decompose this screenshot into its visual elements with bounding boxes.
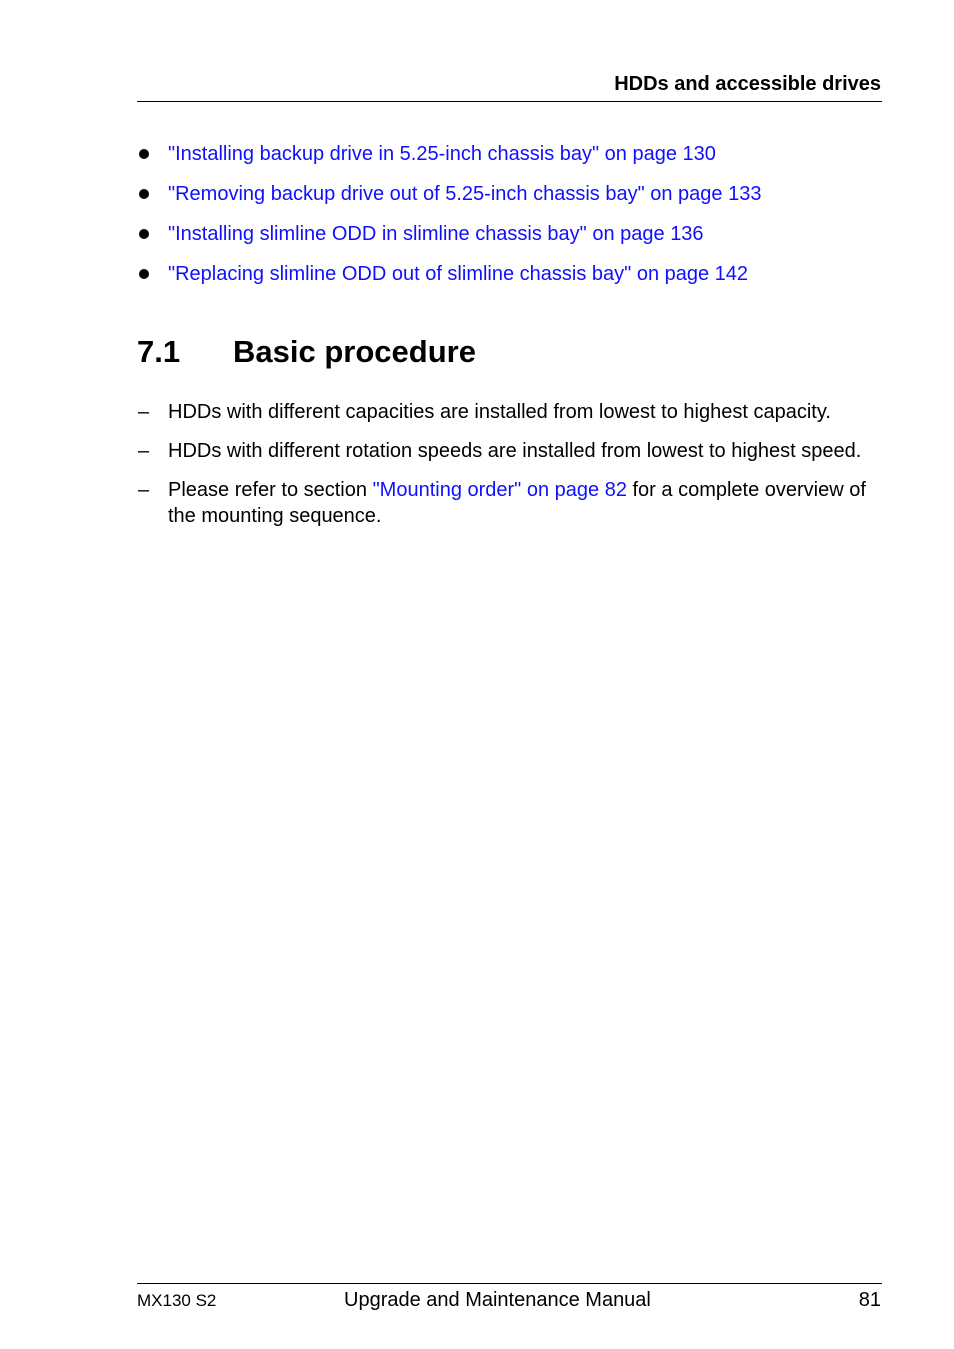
section-number: 7.1 bbox=[137, 334, 181, 369]
procedure-list bbox=[137, 399, 887, 542]
footer-model: MX130 S2 bbox=[137, 1291, 217, 1310]
page-number: 81 bbox=[858, 1289, 881, 1311]
item-text-after: for a complete overview of the mounting sequence. bbox=[168, 479, 866, 527]
footer-rule bbox=[137, 1283, 882, 1284]
item-text-before: Please refer to section bbox=[168, 479, 373, 501]
header-rule bbox=[137, 101, 882, 102]
bullet-icon bbox=[139, 189, 149, 199]
bullet-icon bbox=[139, 149, 149, 159]
link-installing-slimline-odd[interactable]: "Installing slimline ODD in slimline chassis bay" on page 136 bbox=[168, 223, 704, 245]
list-item bbox=[137, 438, 888, 464]
dash-marker: – bbox=[138, 479, 150, 501]
dash-marker: – bbox=[138, 401, 150, 423]
item-text: HDDs with different capacities are installed from lowest to highest capacity. bbox=[168, 401, 831, 423]
section-title: Basic procedure bbox=[233, 334, 476, 369]
link-replacing-slimline-odd[interactable]: "Replacing slimline ODD out of slimline chassis bay" on page 142 bbox=[168, 263, 749, 285]
list-item bbox=[137, 477, 888, 529]
running-header: HDDs and accessible drives bbox=[614, 73, 881, 95]
dash-marker: – bbox=[138, 440, 150, 462]
list-item bbox=[137, 399, 887, 425]
link-mounting-order[interactable]: "Mounting order" on page 82 bbox=[372, 479, 627, 501]
item-text: HDDs with different rotation speeds are installed from lowest to highest speed. bbox=[168, 440, 862, 462]
link-installing-backup-drive[interactable]: "Installing backup drive in 5.25-inch chassis bay" on page 130 bbox=[168, 143, 716, 165]
bullet-icon bbox=[139, 269, 149, 279]
link-removing-backup-drive[interactable]: "Removing backup drive out of 5.25-inch chassis bay" on page 133 bbox=[168, 183, 762, 205]
footer-manual-title: Upgrade and Maintenance Manual bbox=[344, 1289, 651, 1311]
bullet-icon bbox=[139, 229, 149, 239]
